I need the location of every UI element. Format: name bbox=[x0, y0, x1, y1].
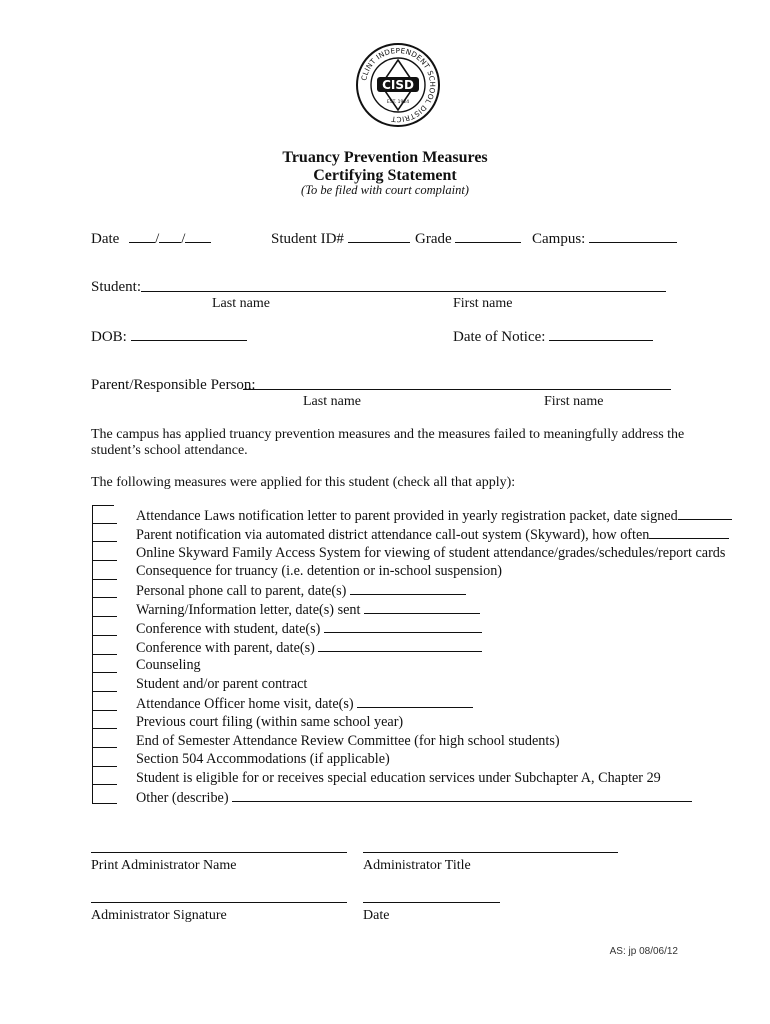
measure-text: Warning/Information letter, date(s) sent bbox=[136, 601, 361, 618]
measure-item bbox=[136, 562, 732, 581]
measure-text: Parent notification via automated district attendance call-out system (Skyward), how often bbox=[136, 526, 650, 543]
date-of-notice-field bbox=[453, 327, 653, 346]
checkbox-column bbox=[92, 505, 116, 804]
dob-label: DOB: bbox=[91, 329, 127, 345]
admin-title-caption: Administrator Title bbox=[363, 858, 471, 873]
measure-item bbox=[136, 769, 732, 788]
measure-item bbox=[136, 656, 732, 675]
measure-blank[interactable] bbox=[649, 525, 729, 539]
parent-last-name-caption: Last name bbox=[303, 394, 361, 409]
student-first-name-caption: First name bbox=[453, 296, 513, 311]
checkbox-measure-6[interactable] bbox=[92, 598, 114, 617]
checkbox-measure-13[interactable] bbox=[92, 729, 114, 748]
student-id-field bbox=[271, 229, 410, 248]
measure-text: Personal phone call to parent, date(s) bbox=[136, 583, 347, 600]
measure-text: Counseling bbox=[136, 657, 201, 674]
measure-text: Other (describe) bbox=[136, 789, 229, 806]
checkbox-measure-3[interactable] bbox=[92, 542, 114, 561]
date-month-blank[interactable] bbox=[129, 229, 155, 243]
measure-blank[interactable] bbox=[350, 581, 466, 595]
signature-line[interactable] bbox=[91, 902, 347, 903]
print-name-line[interactable] bbox=[91, 852, 347, 853]
campus-label: Campus: bbox=[532, 231, 586, 247]
print-name-caption: Print Administrator Name bbox=[91, 858, 237, 873]
measure-item bbox=[136, 619, 732, 638]
measure-blank[interactable] bbox=[318, 638, 482, 652]
checkbox-measure-12[interactable] bbox=[92, 711, 114, 730]
student-last-name-caption: Last name bbox=[212, 296, 270, 311]
measure-item bbox=[136, 600, 732, 619]
measure-blank[interactable] bbox=[232, 788, 692, 802]
student-name-line[interactable] bbox=[141, 291, 666, 292]
measure-text: End of Semester Attendance Review Committee (for high school students) bbox=[136, 732, 560, 749]
measure-item bbox=[136, 506, 732, 525]
form-subtitle: (To be filed with court complaint) bbox=[301, 183, 469, 197]
grade-blank[interactable] bbox=[455, 229, 521, 243]
date-caption: Date bbox=[363, 908, 390, 923]
seal-mark: CISD bbox=[382, 78, 414, 92]
checkbox-measure-8[interactable] bbox=[92, 636, 114, 655]
checkbox-measure-5[interactable] bbox=[92, 580, 114, 599]
student-label: Student: bbox=[91, 279, 142, 295]
seal-est: EST. 1924 bbox=[386, 100, 410, 105]
checkbox-measure-16[interactable] bbox=[92, 785, 114, 804]
cisd-seal-logo bbox=[355, 42, 441, 128]
signature-caption: Administrator Signature bbox=[91, 908, 227, 923]
measure-text: Student and/or parent contract bbox=[136, 676, 308, 693]
measure-item bbox=[136, 544, 732, 563]
parent-name-line[interactable] bbox=[243, 389, 671, 390]
measure-item bbox=[136, 675, 732, 694]
student-id-blank[interactable] bbox=[348, 229, 410, 243]
admin-title-line[interactable] bbox=[363, 852, 618, 853]
measure-item bbox=[136, 525, 732, 544]
measure-item bbox=[136, 694, 732, 713]
checkbox-measure-11[interactable] bbox=[92, 692, 114, 711]
measure-text: Section 504 Accommodations (if applicable) bbox=[136, 751, 390, 768]
form-title: Truancy Prevention Measures bbox=[282, 149, 488, 166]
parent-first-name-caption: First name bbox=[544, 394, 604, 409]
date-field bbox=[91, 229, 211, 248]
measure-blank[interactable] bbox=[324, 619, 482, 633]
measure-item bbox=[136, 732, 732, 751]
checkbox-measure-1[interactable] bbox=[92, 505, 114, 524]
checkbox-measure-2[interactable] bbox=[92, 524, 114, 543]
measure-text: Student is eligible for or receives special education services under Subchapter A, Chapter 29 bbox=[136, 770, 661, 787]
measure-text: Conference with parent, date(s) bbox=[136, 639, 315, 656]
date-of-notice-blank[interactable] bbox=[549, 327, 653, 341]
measure-text: Attendance Laws notification letter to parent provided in yearly registration packet, date signed bbox=[136, 508, 678, 524]
footer-code: AS: jp 08/06/12 bbox=[609, 946, 678, 957]
campus-blank[interactable] bbox=[589, 229, 677, 243]
checkbox-measure-14[interactable] bbox=[92, 748, 114, 767]
measure-blank[interactable] bbox=[678, 506, 732, 520]
checkbox-measure-7[interactable] bbox=[92, 617, 114, 636]
form-title-2: Certifying Statement bbox=[313, 167, 457, 184]
dob-field bbox=[91, 327, 247, 346]
measure-blank[interactable] bbox=[364, 600, 480, 614]
measures-list bbox=[136, 506, 732, 807]
checkbox-measure-10[interactable] bbox=[92, 673, 114, 692]
seal-ring-text: CLINT INDEPENDENT SCHOOL DISTRICT bbox=[359, 45, 438, 125]
date-sep-1: / bbox=[155, 231, 160, 247]
checkbox-measure-15[interactable] bbox=[92, 767, 114, 786]
parent-label: Parent/Responsible Person: bbox=[91, 377, 256, 393]
checkbox-measure-9[interactable] bbox=[92, 655, 114, 674]
date-line[interactable] bbox=[363, 902, 500, 903]
measure-text: Previous court filing (within same school year) bbox=[136, 713, 404, 730]
grade-field bbox=[415, 229, 521, 248]
para1-line1: The campus has applied truancy prevention measures and the measures failed to meaningfully address the bbox=[91, 427, 685, 442]
measure-item bbox=[136, 638, 732, 657]
grade-label: Grade bbox=[415, 231, 452, 247]
para1-line2: student’s school attendance. bbox=[91, 443, 248, 458]
campus-field bbox=[532, 229, 677, 248]
measure-item bbox=[136, 788, 732, 807]
measure-text: Attendance Officer home visit, date(s) bbox=[136, 695, 354, 712]
para2: The following measures were applied for this student (check all that apply): bbox=[91, 475, 516, 490]
measure-item bbox=[136, 750, 732, 769]
date-label: Date bbox=[91, 231, 120, 247]
date-sep-2: / bbox=[181, 231, 186, 247]
measure-item bbox=[136, 581, 732, 600]
checkbox-measure-4[interactable] bbox=[92, 561, 114, 580]
measure-text: Online Skyward Family Access System for viewing of student attendance/grades/schedules/report cards bbox=[136, 544, 726, 561]
date-day-blank[interactable] bbox=[159, 229, 181, 243]
measure-item bbox=[136, 713, 732, 732]
dob-blank[interactable] bbox=[131, 327, 247, 341]
measure-text: Consequence for truancy (i.e. detention or in-school suspension) bbox=[136, 563, 503, 580]
measure-text: Conference with student, date(s) bbox=[136, 620, 321, 637]
date-year-blank[interactable] bbox=[185, 229, 211, 243]
date-of-notice-label: Date of Notice: bbox=[453, 329, 546, 345]
measure-blank[interactable] bbox=[357, 694, 473, 708]
student-id-label: Student ID# bbox=[271, 231, 344, 247]
